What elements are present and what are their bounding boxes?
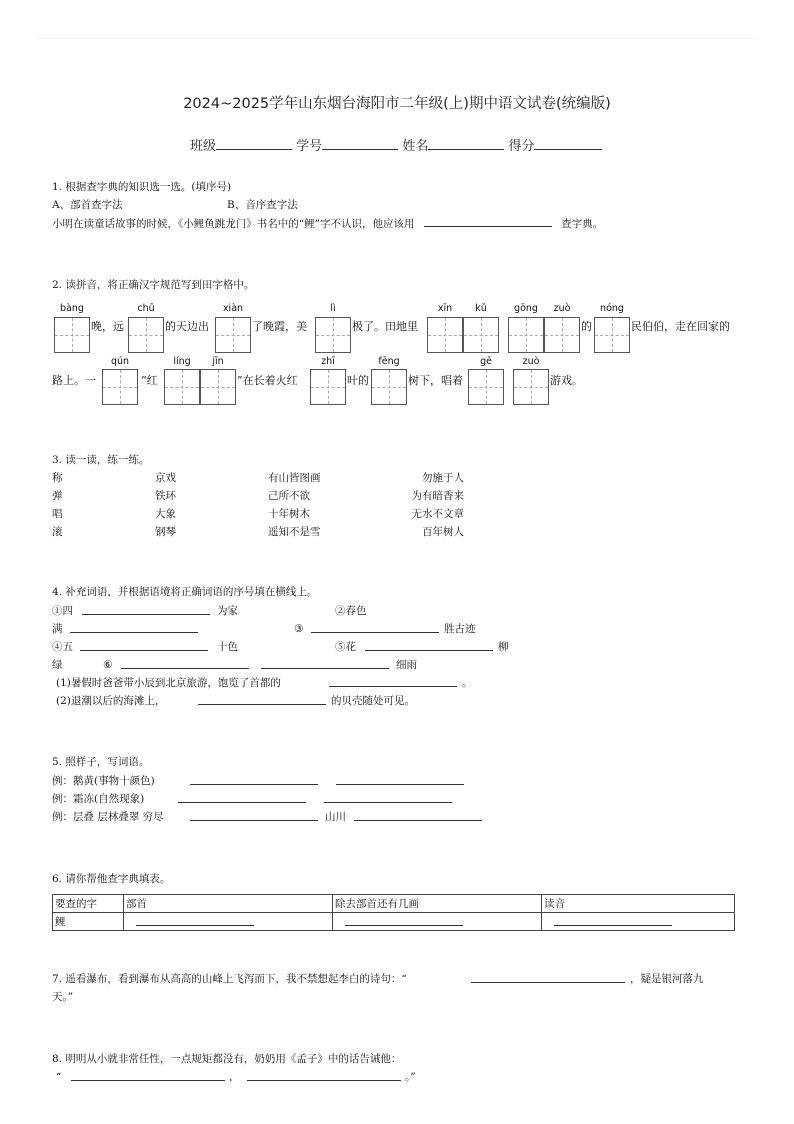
header-cell: 要查的字: [53, 895, 124, 913]
q5-blank[interactable]: [354, 810, 482, 821]
q5-blank[interactable]: [178, 792, 306, 803]
q3-word: 称: [52, 472, 63, 484]
tianzige-box[interactable]: [513, 369, 549, 405]
tianzige-box[interactable]: [310, 369, 346, 405]
page-title: 2024~2025学年山东烟台海阳市二年级(上)期中语文试卷(统编版): [183, 96, 611, 112]
q3-word: 京戏: [155, 472, 176, 484]
q1-sentence-text: 小明在读童话故事的时候，《小鲤鱼跳龙门》书名中的“鲤”字不认识，他应该用: [52, 218, 415, 230]
table-header-row: [53, 895, 735, 913]
q2-text: 叶的: [347, 374, 369, 387]
pinyin: zuò: [522, 356, 540, 367]
score-blank[interactable]: [534, 139, 602, 150]
tianzige-box[interactable]: [427, 317, 463, 353]
q2-text: 民伯伯，走在回家的: [631, 320, 730, 333]
q4-blank[interactable]: [198, 694, 326, 705]
q6-stem: 6. 请你帮他查字典填表。: [52, 873, 171, 885]
q3-word: 钢琴: [155, 526, 176, 538]
q4-item: ⑥: [103, 659, 113, 671]
table-cell-input[interactable]: [542, 913, 735, 931]
q4-sentence-2: (2)退潮以后的海滩上，: [56, 695, 166, 707]
name-label: 姓名: [402, 139, 429, 154]
pinyin: zuò: [553, 303, 571, 314]
tianzige-box[interactable]: [508, 317, 544, 353]
score-label: 得分: [508, 139, 535, 154]
q5-example: 例：鹅黄(事物十颜色): [52, 775, 155, 787]
q4-item: 的贝壳随处可见。: [331, 695, 415, 707]
pinyin: qún: [110, 356, 130, 367]
q5-blank[interactable]: [324, 792, 452, 803]
tianzige-box[interactable]: [463, 317, 499, 353]
pinyin: chū: [137, 303, 155, 314]
q1-option-a: A、部首查字法: [52, 199, 123, 211]
pinyin: jīn: [212, 356, 224, 367]
q2-text: 极了。田地里: [352, 320, 418, 333]
tianzige-box[interactable]: [54, 317, 90, 353]
name-blank[interactable]: [428, 139, 504, 150]
q4-blank[interactable]: [70, 622, 198, 633]
tianzige-box[interactable]: [128, 317, 164, 353]
q5-blank[interactable]: [336, 774, 464, 785]
tianzige-box[interactable]: [315, 317, 351, 353]
q3-word: 遥知不是雪: [268, 526, 321, 538]
q4-blank[interactable]: [329, 676, 457, 687]
q7-text-end: ，疑是银河落九: [630, 973, 704, 985]
q5-item: 山川: [325, 811, 346, 823]
pinyin: zhī: [321, 356, 335, 367]
q3-word: 十年树木: [268, 508, 310, 520]
q3-word: 大象: [155, 508, 176, 520]
dictionary-table: [52, 894, 735, 931]
table-cell-input[interactable]: [333, 913, 542, 931]
q7-text-line2: 天。”: [52, 991, 74, 1003]
q3-word: 无水不文章: [411, 508, 464, 520]
tianzige-box[interactable]: [594, 317, 630, 353]
pinyin: lì: [330, 303, 336, 314]
q4-blank[interactable]: [311, 622, 439, 633]
tianzige-box[interactable]: [215, 317, 251, 353]
q2-text: 的天边出: [165, 320, 209, 333]
q2-text: 的: [581, 320, 592, 333]
q5-blank[interactable]: [190, 774, 318, 785]
q4-item: ①四: [52, 605, 73, 617]
q8-blank[interactable]: [247, 1070, 401, 1081]
q4-blank[interactable]: [365, 640, 493, 651]
q2-text: 了晚霞，美: [252, 320, 307, 333]
q2-stem: 2. 读拼音，将正确汉字规范写到田字格中。: [52, 279, 255, 291]
q5-example: 例：霜冻(自然现象): [52, 793, 145, 805]
q4-item: 。: [462, 677, 473, 689]
q4-blank[interactable]: [261, 658, 389, 669]
q4-item: 柳: [498, 641, 509, 653]
pinyin: xiàn: [222, 303, 244, 314]
class-label: 班级: [190, 139, 217, 154]
pinyin: gōng: [514, 303, 538, 314]
pinyin: bàng: [60, 303, 84, 314]
q2-text: 树下，唱着: [408, 374, 463, 387]
q4-item: ④五: [52, 641, 73, 653]
q2-text: ”在长着火红: [237, 374, 298, 387]
q1-stem: 1. 根据查字典的知识选一选。(填序号): [52, 181, 232, 193]
q3-word: 勿施于人: [422, 472, 464, 484]
header-cell: 部首: [124, 895, 333, 913]
q1-sentence-end: 查字典。: [561, 218, 604, 230]
q2-text: 路上。一: [52, 374, 96, 387]
tianzige-box[interactable]: [468, 369, 504, 405]
tianzige-box[interactable]: [164, 369, 200, 405]
tianzige-box[interactable]: [102, 369, 138, 405]
info-line: [190, 135, 602, 154]
header-cell: 除去部首还有几画: [333, 895, 542, 913]
q4-stem: 4. 补充词语，并根据语境将正确词语的序号填在横线上。: [52, 586, 318, 598]
pinyin: kǔ: [475, 303, 487, 314]
tianzige-box[interactable]: [544, 317, 580, 353]
q4-item: 细雨: [396, 659, 417, 671]
pinyin: fēng: [378, 356, 400, 367]
student-no-label: 学号: [296, 139, 323, 154]
q4-item: 为家: [217, 605, 238, 617]
q8-comma: ，: [229, 1071, 240, 1083]
q3-stem: 3. 读一读，练一练。: [52, 454, 150, 466]
q3-word: 有山皆图画: [268, 472, 321, 484]
q4-item: ③: [294, 623, 304, 635]
q2-text: 晚，远: [91, 320, 124, 333]
q8-quote-open: “: [56, 1071, 62, 1083]
q5-stem: 5. 照样子，写词语。: [52, 756, 150, 768]
q4-item: 胜古迹: [444, 623, 476, 635]
q2-text: 游戏。: [550, 374, 583, 387]
pinyin: gē: [480, 356, 492, 367]
header-cell: 读音: [542, 895, 735, 913]
tianzige-box[interactable]: [200, 369, 236, 405]
header-rule: [38, 38, 756, 39]
q4-sentence-1: (1)暑假时爸爸带小辰到北京旅游，饱览了首都的: [56, 677, 281, 689]
q7-blank[interactable]: [471, 972, 625, 983]
q3-word: 为有暗香来: [411, 490, 464, 502]
pinyin: nóng: [600, 303, 624, 314]
q3-word: 铁环: [155, 490, 176, 502]
tianzige-box[interactable]: [371, 369, 407, 405]
q1-sentence: [52, 216, 603, 231]
q4-blank[interactable]: [121, 658, 249, 669]
q4-blank[interactable]: [80, 640, 208, 651]
q2-text: “红: [141, 374, 158, 387]
table-row: [53, 913, 735, 931]
q3-word: 己所不欲: [268, 490, 310, 502]
q4-item: ②春色: [335, 605, 367, 617]
q7-text: 7. 遥看瀑布，看到瀑布从高高的山峰上飞泻而下，我不禁想起李白的诗句：“: [52, 973, 407, 985]
q8-blank[interactable]: [71, 1070, 225, 1081]
q8-quote-close: 。”: [405, 1071, 416, 1083]
q3-word: 弹: [52, 490, 63, 502]
q1-answer-blank[interactable]: [424, 216, 552, 227]
q3-word: 百年树人: [422, 526, 464, 538]
table-cell-input[interactable]: [124, 913, 333, 931]
q4-item: 十色: [217, 641, 238, 653]
q8-stem: 8. 明明从小就非常任性，一点规矩都没有，奶奶用《孟子》中的话告诫他：: [52, 1053, 402, 1065]
q4-item: 绿: [52, 659, 63, 671]
class-blank[interactable]: [216, 139, 292, 150]
q3-word: 唱: [52, 508, 63, 520]
q4-blank[interactable]: [82, 604, 210, 615]
q4-item: 满: [52, 623, 63, 635]
pinyin: líng: [173, 356, 191, 367]
q4-item: ⑤花: [335, 641, 356, 653]
pinyin: xīn: [437, 303, 453, 314]
student-no-blank[interactable]: [322, 139, 398, 150]
q3-word: 滚: [52, 526, 63, 538]
q5-blank[interactable]: [190, 810, 318, 821]
q5-example: 例：层叠 层林叠翠 穷尽: [52, 811, 164, 823]
q1-option-b: B、音序查字法: [227, 199, 298, 211]
table-cell: 鲤: [53, 913, 124, 931]
